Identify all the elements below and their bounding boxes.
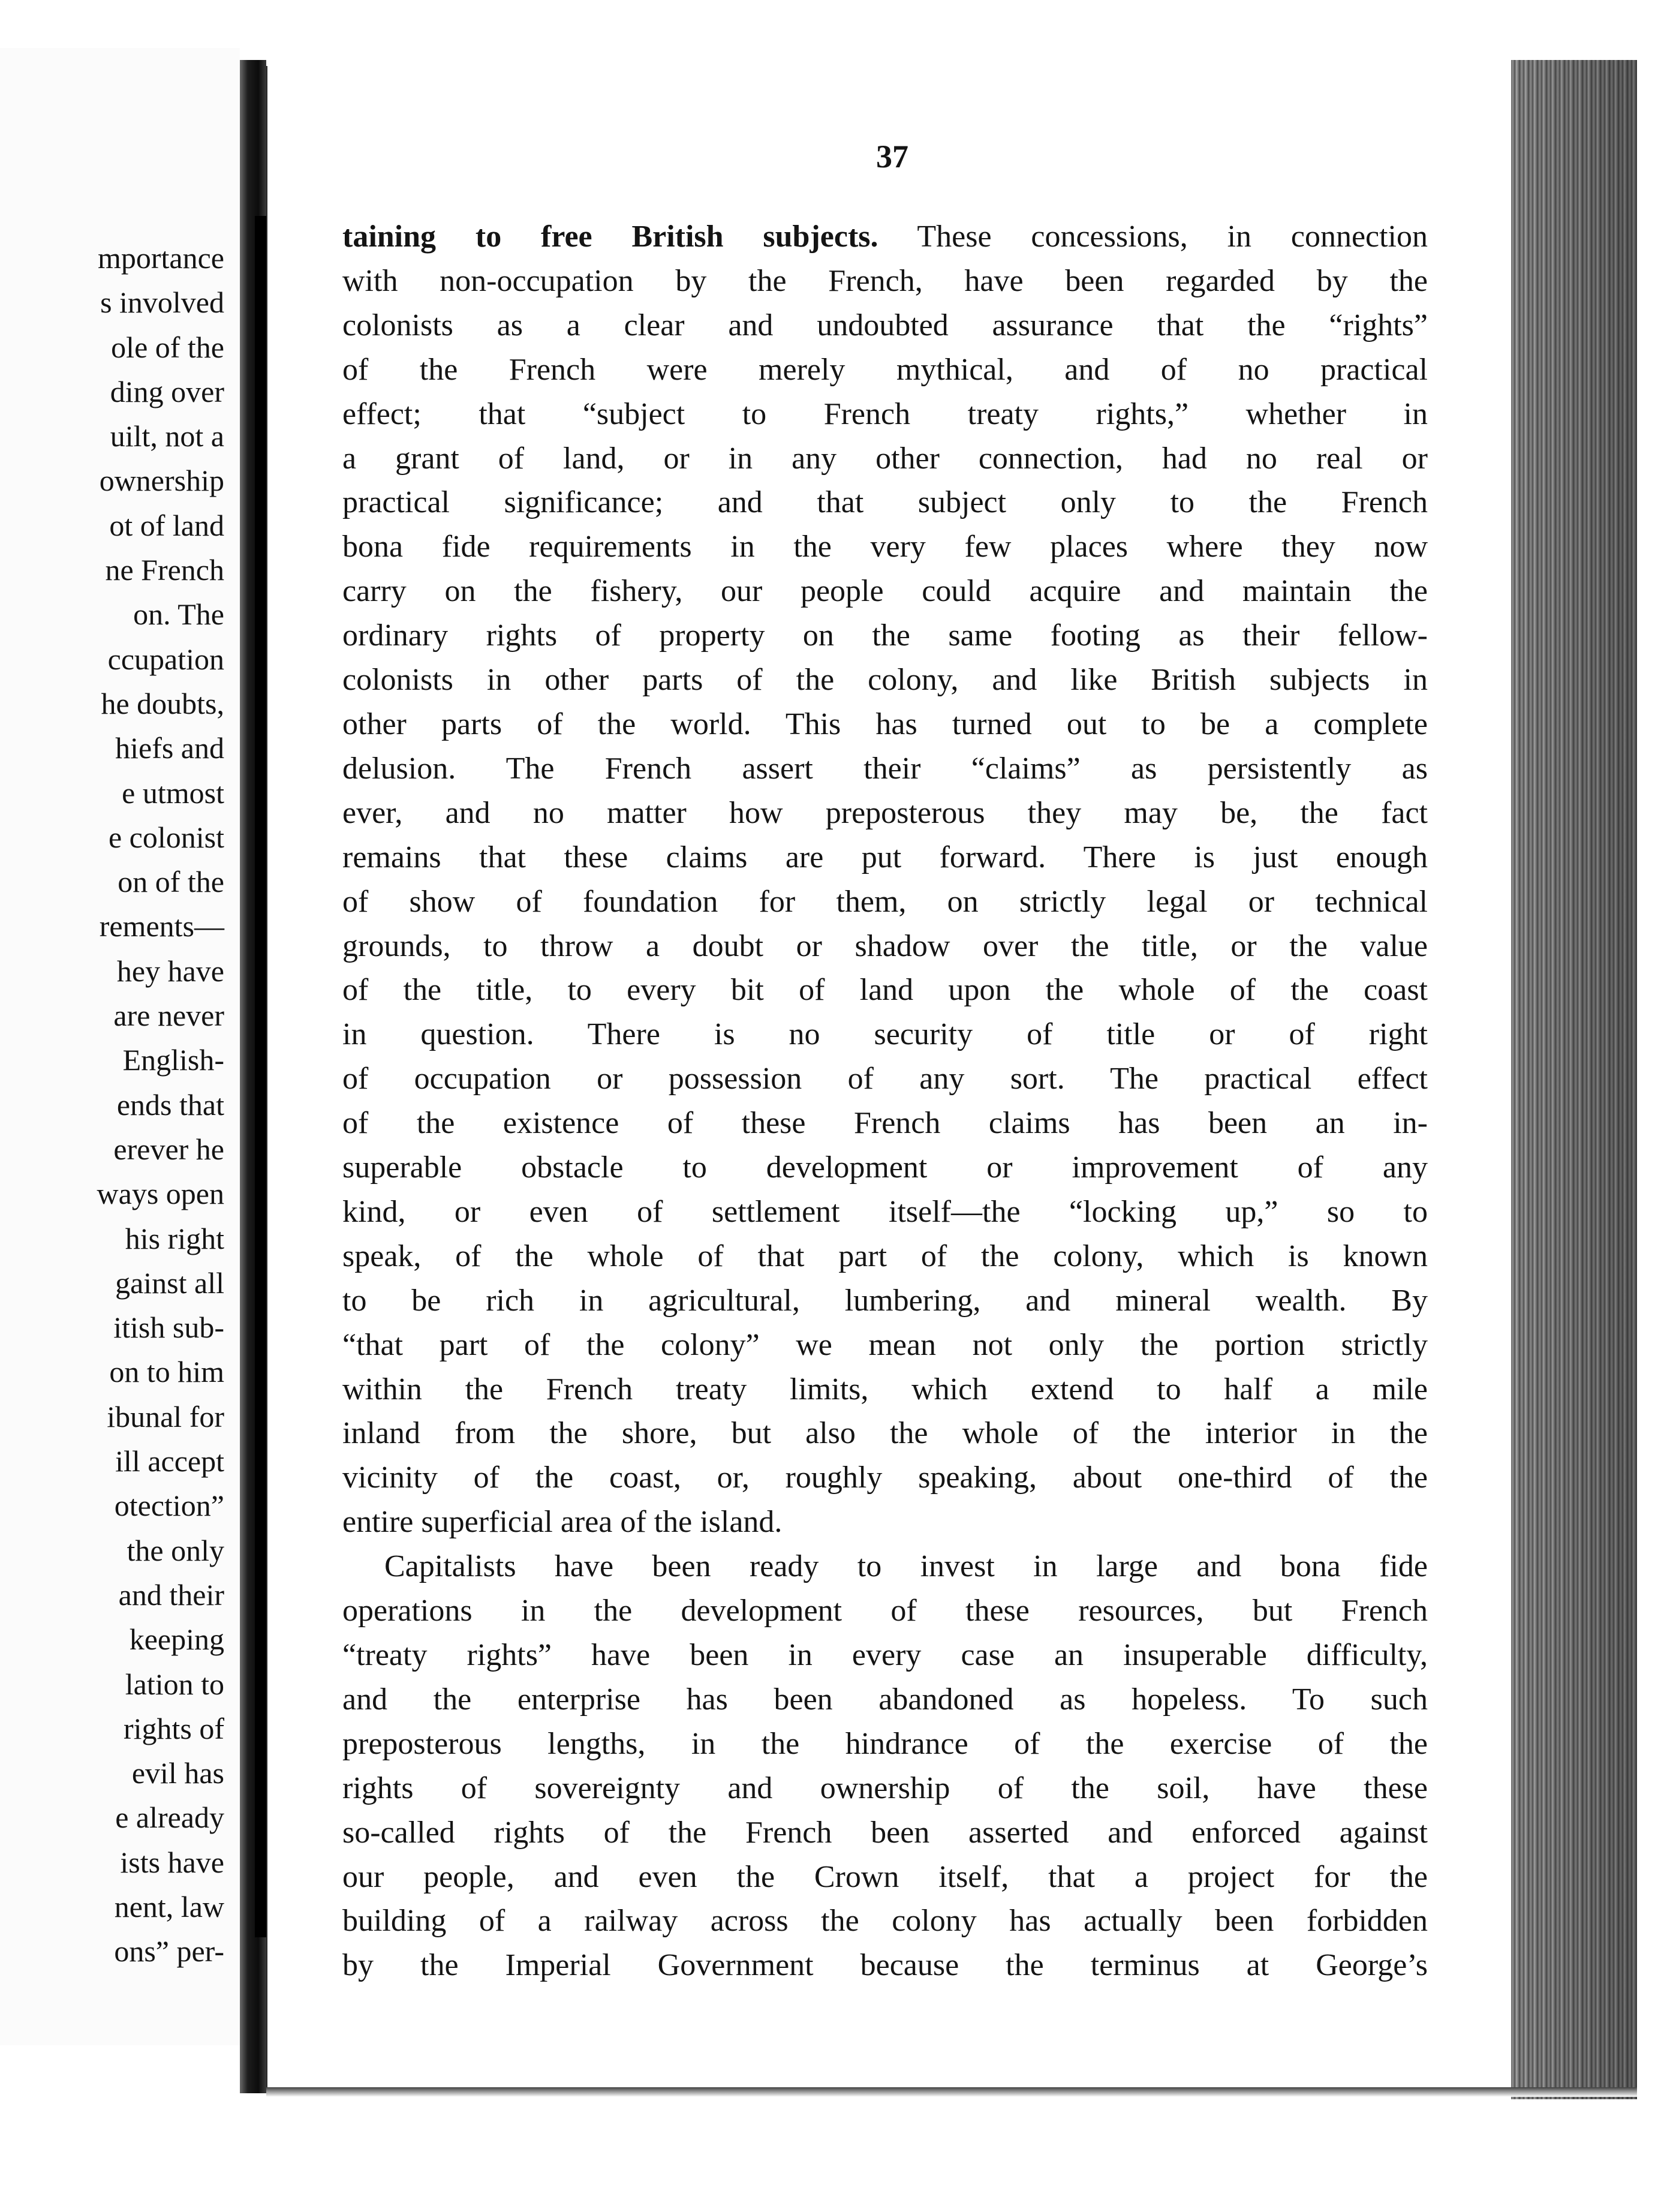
facing-page-line: on of the: [118, 865, 224, 899]
text-line: Capitalists have been ready to invest in large and bona fide: [384, 1549, 1428, 1584]
text-line: of the title, to every bit of land upon the whole of the coast: [342, 973, 1428, 1008]
text-line: building of a railway across the colony has actually been forbidden: [342, 1904, 1428, 1938]
text-line: remains that these claims are put forward. There is just enough: [342, 840, 1428, 874]
text-line: “that part of the colony” we mean not only the portion strictly: [342, 1327, 1428, 1362]
text-line: preposterous lengths, in the hindrance of the exercise of the: [342, 1726, 1428, 1761]
text-line: colonists in other parts of the colony, and like British subjects in: [342, 663, 1428, 698]
facing-page-line: evil has: [131, 1756, 224, 1790]
text-line: with non-occupation by the French, have been regarded by the: [342, 263, 1428, 298]
text-line: [342, 215, 1428, 259]
facing-page-fragment: [0, 48, 240, 2045]
text-line: “treaty rights” have been in every case an insuperable difficulty,: [342, 1638, 1428, 1672]
book-page: [266, 66, 1515, 2087]
text-line: within the French treaty limits, which extend to half a mile: [342, 1372, 1428, 1406]
facing-page-line: ill accept: [115, 1444, 224, 1478]
page-body-text: [342, 215, 1428, 1988]
facing-page-line: nent, law: [114, 1889, 224, 1924]
facing-page-line: ibunal for: [107, 1399, 224, 1433]
text-line: grounds, to throw a doubt or shadow over the title, or the value: [342, 928, 1428, 963]
facing-page-line: hey have: [116, 954, 224, 988]
facing-page-line: rements—: [99, 909, 224, 943]
line-continuation: These concessions, in connection: [878, 220, 1428, 254]
facing-page-line: on. The: [133, 597, 224, 632]
facing-page-line: ways open: [97, 1177, 224, 1211]
facing-page-line: e already: [115, 1801, 224, 1835]
facing-page-line: e colonist: [108, 820, 224, 854]
facing-page-line: erever he: [113, 1132, 224, 1166]
text-line: a grant of land, or in any other connection, had no real or: [342, 441, 1428, 476]
text-line: ever, and no matter how preposterous they may be, the fact: [342, 795, 1428, 830]
text-line: inland from the shore, but also the whole of the interior in the: [342, 1416, 1428, 1451]
facing-page-line: ons” per-: [114, 1934, 224, 1968]
text-line: of the French were merely mythical, and of no practical: [342, 352, 1428, 387]
facing-page-line: gainst all: [115, 1266, 224, 1300]
text-line: superable obstacle to development or improvement of any: [342, 1150, 1428, 1185]
facing-page-line: uilt, not a: [110, 419, 224, 453]
text-line: in question. There is no security of title or of right: [342, 1017, 1428, 1052]
text-line: of the existence of these French claims has been an in-: [342, 1106, 1428, 1141]
text-line: effect; that “subject to French treaty rights,” whether in: [342, 396, 1428, 431]
facing-page-line: ists have: [120, 1845, 224, 1879]
facing-page-line: e utmost: [122, 776, 224, 810]
text-line: vicinity of the coast, or, roughly speaking, about one-third of the: [342, 1460, 1428, 1495]
paragraph-last-line: entire superficial area of the island.: [342, 1505, 783, 1540]
text-line: of occupation or possession of any sort. The practical effect: [342, 1062, 1428, 1096]
facing-page-line: English-: [122, 1043, 224, 1077]
bold-lead-text: taining to free British subjects.: [342, 220, 878, 254]
facing-page-line: s involved: [100, 285, 224, 320]
text-line: rights of sovereignty and ownership of the soil, have these: [342, 1771, 1428, 1805]
facing-page-line: rights of: [123, 1711, 224, 1745]
facing-page-line: the only: [127, 1533, 224, 1567]
page-number: 37: [876, 139, 908, 175]
text-line: ordinary rights of property on the same footing as their fellow-: [342, 618, 1428, 653]
facing-page-line: his right: [125, 1221, 224, 1255]
facing-page-line: hiefs and: [115, 731, 224, 765]
facing-page-line: ends that: [116, 1087, 224, 1122]
text-line: colonists as a clear and undoubted assurance that the “rights”: [342, 308, 1428, 342]
text-line: our people, and even the Crown itself, that a project for the: [342, 1859, 1428, 1894]
facing-page-line: ccupation: [107, 642, 224, 676]
facing-page-line: and their: [118, 1577, 224, 1612]
facing-page-line: ot of land: [109, 508, 224, 542]
text-line: speak, of the whole of that part of the colony, which is known: [342, 1239, 1428, 1273]
text-line: by the Imperial Government because the terminus at George’s: [342, 1948, 1428, 1983]
text-line: so-called rights of the French been asserted and enforced against: [342, 1815, 1428, 1850]
page-edge-shade: [1511, 60, 1637, 2099]
facing-page-text: [97, 236, 224, 1974]
facing-page-line: ne French: [105, 553, 224, 587]
facing-page-line: ole of the: [111, 330, 224, 364]
text-line: to be rich in agricultural, lumbering, and mineral wealth. By: [342, 1283, 1428, 1318]
page-bottom-shadow: [266, 2087, 1637, 2097]
text-line: practical significance; and that subject only to the French: [342, 485, 1428, 520]
text-line: other parts of the world. This has turned out to be a complete: [342, 707, 1428, 741]
facing-page-line: ding over: [110, 374, 224, 408]
facing-page-line: he doubts,: [101, 686, 224, 720]
facing-page-line: are never: [113, 999, 224, 1033]
facing-page-line: mportance: [97, 241, 224, 275]
facing-page-line: lation to: [125, 1667, 224, 1701]
text-line: kind, or even of settlement itself—the “locking up,” so to: [342, 1194, 1428, 1229]
text-line: and the enterprise has been abandoned as hopeless. To such: [342, 1682, 1428, 1717]
facing-page-line: on to him: [109, 1355, 224, 1389]
text-line: bona fide requirements in the very few places where they now: [342, 530, 1428, 564]
facing-page-line: ownership: [99, 464, 224, 498]
text-line: delusion. The French assert their “claims” as persistently as: [342, 751, 1428, 786]
facing-page-line: otection”: [114, 1489, 224, 1523]
facing-page-line: keeping: [129, 1622, 224, 1657]
text-line: of show of foundation for them, on strictly legal or technical: [342, 884, 1428, 919]
text-line: operations in the development of these resources, but French: [342, 1594, 1428, 1628]
facing-page-line: itish sub-: [113, 1311, 224, 1345]
text-line: carry on the fishery, our people could acquire and maintain the: [342, 574, 1428, 609]
